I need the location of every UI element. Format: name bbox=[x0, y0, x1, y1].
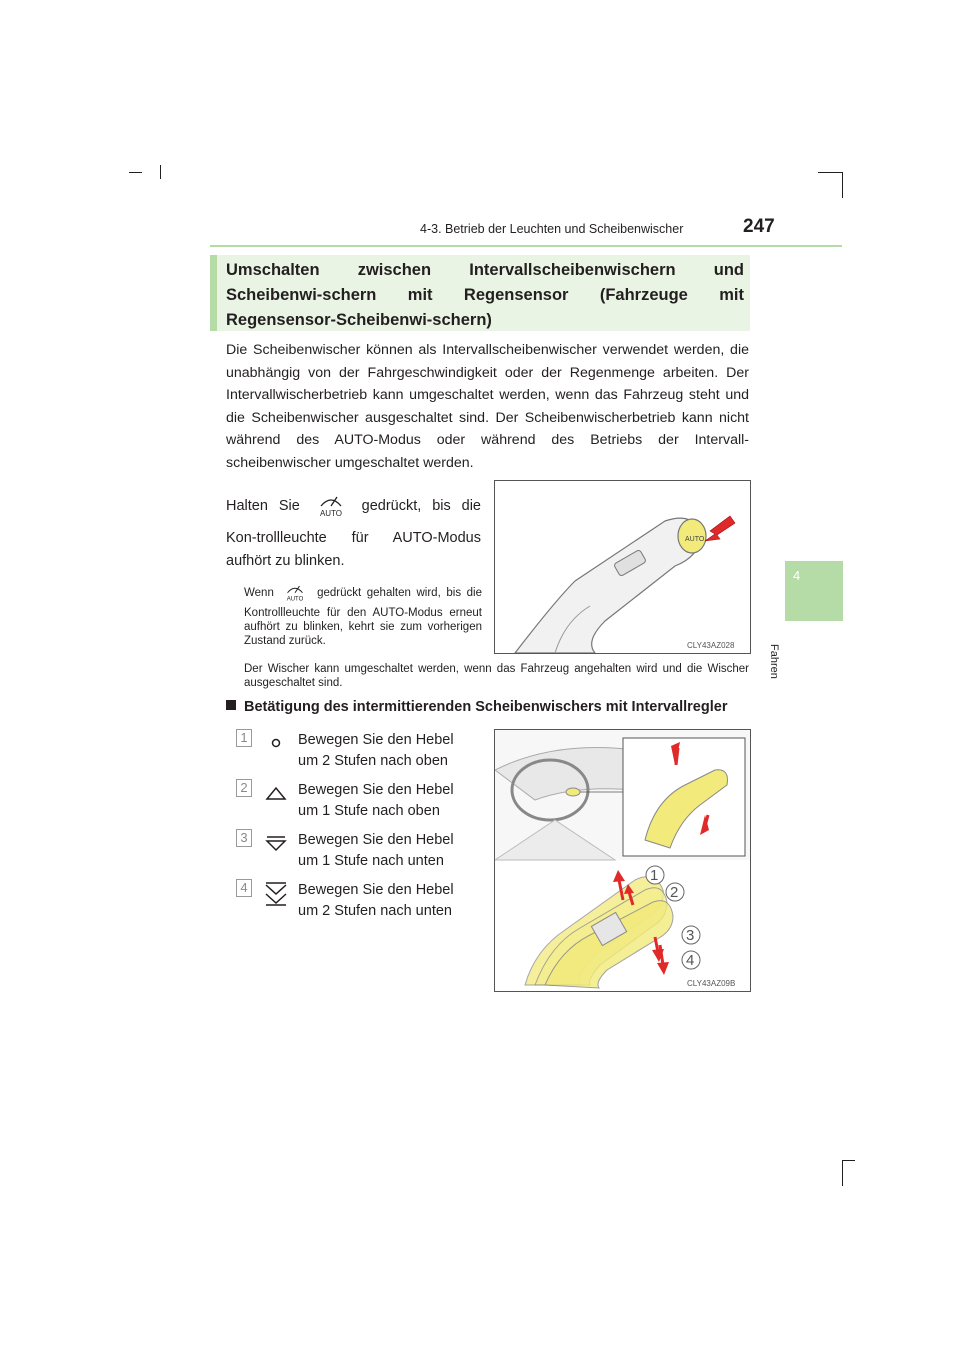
triangle-down-icon bbox=[262, 829, 290, 857]
chapter-number: 4 bbox=[793, 568, 801, 583]
chapter-label: Fahren bbox=[768, 644, 780, 679]
page-number: 247 bbox=[743, 216, 775, 237]
running-header: 4-3. Betrieb der Leuchten und Scheibenwischer bbox=[420, 222, 684, 236]
crop-mark bbox=[160, 165, 161, 179]
lever-illustration bbox=[495, 481, 750, 653]
step-text: Bewegen Sie den Hebel um 2 Stufen nach unten bbox=[298, 882, 454, 919]
crop-mark bbox=[842, 1160, 855, 1161]
step-item bbox=[236, 729, 486, 775]
auto-wiper-icon bbox=[283, 582, 307, 606]
instruction-before: Halten Sie bbox=[226, 498, 300, 514]
figure-label: 4 bbox=[686, 952, 695, 969]
auto-icon-text: AUTO bbox=[319, 509, 342, 518]
crop-mark bbox=[129, 172, 142, 173]
svg-text:AUTO: AUTO bbox=[685, 536, 705, 543]
figure-label: 3 bbox=[686, 927, 695, 944]
triangle-up-icon bbox=[262, 779, 290, 807]
interval-illustration bbox=[495, 730, 750, 991]
figure-auto-button bbox=[494, 480, 751, 654]
step-text: Bewegen Sie den Hebel um 1 Stufe nach unten bbox=[298, 832, 454, 869]
figure-label: 2 bbox=[670, 884, 679, 901]
auto-wiper-icon bbox=[315, 492, 347, 527]
step-number: 1 bbox=[236, 729, 252, 747]
step-text: Bewegen Sie den Hebel um 2 Stufen nach oben bbox=[298, 732, 454, 769]
sub-heading-text: Betätigung des intermittierenden Scheibenwischers mit Intervallregler bbox=[244, 699, 728, 715]
figure-interval-lever bbox=[494, 729, 751, 992]
crop-mark bbox=[842, 172, 843, 198]
figure-label: 1 bbox=[650, 867, 659, 884]
figure-code: CLY43AZ028 bbox=[687, 641, 735, 650]
intro-paragraph: Die Scheibenwischer können als Intervallscheibenwischer verwendet werden, die unabhängig von der Fahrgeschwindigkeit oder der Regenmenge arbeiten. Der Intervallwischerbetrieb kann umgeschaltet werden, wenn das Fahrzeug steht und die Scheibenwischer ausgeschaltet sind. Der Scheibenwischerbetrieb kann nicht während des AUTO-Modus oder während des Betriebs der Intervall-scheibenwischer umgeschaltet werden. bbox=[226, 342, 749, 471]
crop-mark bbox=[818, 172, 842, 173]
sub-heading bbox=[226, 699, 727, 715]
section-title: Umschalten zwischen Intervallscheibenwischern und Scheibenwi-schern mit Regensensor (Fahrzeuge mit Regensensor-Scheibenwi-schern) bbox=[226, 261, 744, 329]
step-number: 4 bbox=[236, 879, 252, 897]
step-text: Bewegen Sie den Hebel um 1 Stufe nach oben bbox=[298, 782, 454, 819]
header-rule bbox=[210, 245, 842, 247]
square-bullet-icon bbox=[226, 700, 236, 710]
instruction-paragraph bbox=[226, 492, 481, 574]
note-wenn bbox=[244, 582, 482, 648]
circle-icon bbox=[262, 729, 290, 757]
double-triangle-down-icon bbox=[262, 879, 290, 907]
step-number: 2 bbox=[236, 779, 252, 797]
step-item bbox=[236, 879, 486, 925]
auto-icon-text: AUTO bbox=[287, 596, 304, 602]
note-wischer: Der Wischer kann umgeschaltet werden, wenn das Fahrzeug angehalten wird und die Wischer ausgeschaltet sind. bbox=[244, 663, 749, 689]
figure-code: CLY43AZ09B bbox=[687, 979, 736, 988]
crop-mark bbox=[842, 1160, 843, 1186]
step-item bbox=[236, 779, 486, 825]
step-item bbox=[236, 829, 486, 875]
instruction-after: gedrückt, bis die Kon-trollleuchte für AUTO-Modus aufhört zu blinken. bbox=[226, 498, 482, 569]
note-wenn-after: gedrückt gehalten wird, bis die Kontrollleuchte für den AUTO-Modus erneut aufhört zu blinken, kehrt sie zum vorherigen Zustand zurück. bbox=[244, 587, 483, 647]
note-wenn-before: Wenn bbox=[244, 587, 274, 599]
step-number: 3 bbox=[236, 829, 252, 847]
